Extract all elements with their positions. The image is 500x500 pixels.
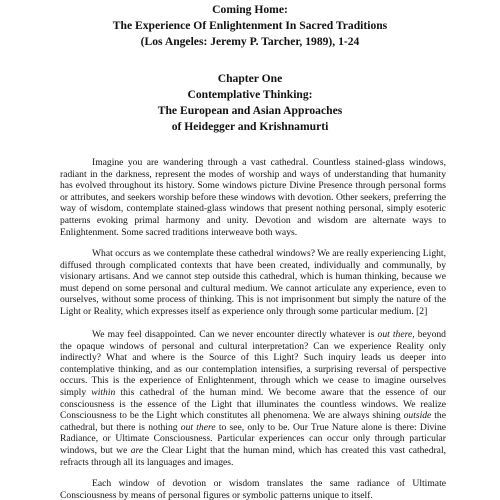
text-run: beyond the opaque windows of personal and cultural interpretation? Can we experience Reality only indirectly? What and where is the Source of this Light? Such inquiry leads us deeper into contemplative thinking, and as our contemplation intensifies, a surprising reversal of perspective occurs. This is the experience of Enlightenment, through which we cease to imagine ourselves simply: [60, 329, 446, 398]
text-run: We may feel disappointed. Can we never encounter directly whatever is: [92, 329, 378, 340]
chapter-number: Chapter One: [217, 72, 283, 85]
emphasis-text: outside: [403, 410, 432, 422]
text-run: this cathedral of the human mind. We become aware that the essence of our consciousness is the essence of the Light that illuminates the countless windows. We realize Consciousness to be the Light which constitutes all phenomena. We are always shining: [60, 386, 446, 422]
book-title: Coming Home:: [212, 3, 288, 16]
emphasis-text: out there: [180, 421, 216, 433]
body-paragraph-4: Each window of devotion or wisdom translates the same radiance of Ultimate Consciousness by means of personal figures or symbolic patterns unique to itself.: [60, 478, 446, 500]
body-paragraph-3: [60, 329, 446, 468]
book-subtitle: The Experience Of Enlightenment In Sacred Traditions: [112, 19, 388, 32]
text-run: to see, only to be. Our True Nature alone is there: Divine Radiance, or Ultimate Consciousness. Particular experiences can occur only through particular windows, but we: [60, 421, 446, 456]
chapter-subtitle-line2: of Heidegger and Krishnamurti: [171, 120, 329, 133]
publication-info: (Los Angeles: Jeremy P. Tarcher, 1989), 1-24: [140, 35, 360, 48]
text-run: the cathedral, but there is nothing: [60, 410, 446, 433]
emphasis-text: are: [130, 444, 144, 456]
chapter-subtitle-line1: The European and Asian Approaches: [157, 104, 343, 117]
body-paragraph-2: What occurs as we contemplate these cathedral windows? We are really experiencing Light, diffused through complicated contexts that have been created, individually and communally, by visionary artisans. And we cannot step outside this cathedral, which is human thinking, because we must depend on some personal and cultural medium. We cannot articulate any experience, even to ourselves, without some process of thinking. This is not imprisonment but simply the nature of the Light or Reality, which expresses itself as experience only through some particular medium. [2]: [60, 248, 446, 317]
chapter-title: Contemplative Thinking:: [187, 88, 313, 101]
emphasis-text: out there,: [377, 329, 415, 340]
emphasis-text: within: [91, 386, 116, 398]
body-paragraph-1: Imagine you are wandering through a vast cathedral. Countless stained-glass windows, radiant in the darkness, represent the modes of worship and ways of understanding that humanity has evolved throughout its history. Some windows picture Divine Presence through personal forms or attributes, and seekers worship before these windows with devotion. Other seekers, preferring the way of wisdom, contemplate stained-glass windows that present nothing personal, simply esoteric patterns evoking primal harmony and unity. Devotion and wisdom are alternate ways to Enlightenment. Some sacred traditions interweave both ways.: [60, 157, 446, 238]
text-run: the Clear Light that the human mind, which has created this vast cathedral, refracts through all its languages and images.: [60, 444, 447, 468]
